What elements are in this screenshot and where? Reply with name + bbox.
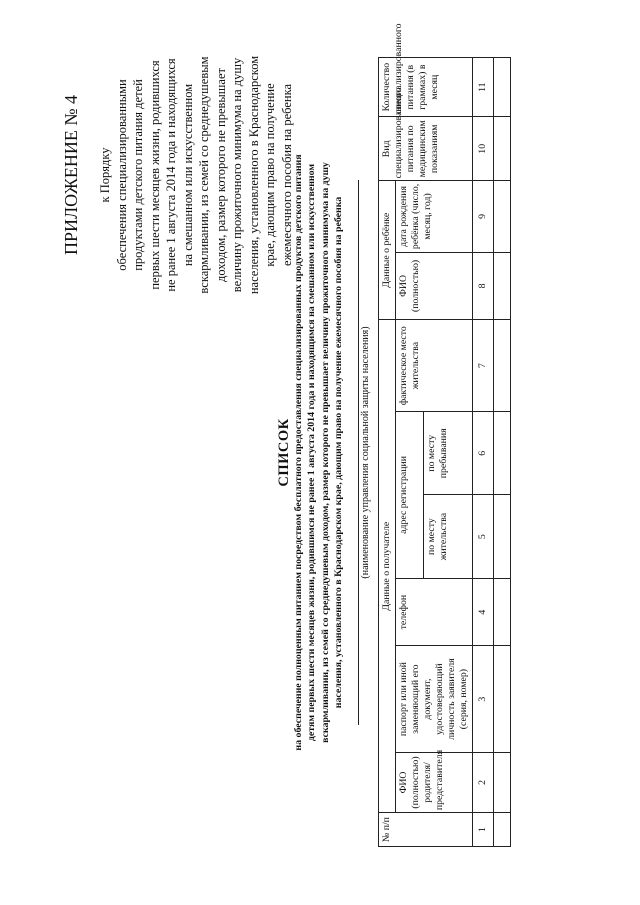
subtitle-line: детям первых шести месяцев жизни, родившимся не ранее 1 августа 2014 года и находящимся на смешанном или искусственном [306, 163, 318, 742]
empty-cell [493, 495, 510, 578]
header-child-fio: ФИО (полностью) [395, 252, 472, 320]
header-quantity: Количество специализированного питания (в граммах) в месяц [379, 58, 473, 117]
appendix-line: продуктами детского питания детей [131, 79, 146, 271]
column-number: 8 [472, 252, 493, 320]
header-residence: по месту жительства [424, 495, 472, 578]
appendix-block [60, 15, 295, 335]
subtitle-line: на обеспечение полноценным питанием посредством бесплатного предоставления специализированных продуктов детского питания [293, 154, 304, 751]
column-number: 10 [472, 117, 493, 181]
column-number: 6 [472, 412, 493, 495]
agency-caption: (наименование управления социальной защиты населения) [358, 180, 371, 725]
column-number: 4 [472, 578, 493, 646]
header-no: № п/п [379, 813, 473, 847]
list-subtitle [292, 50, 345, 855]
empty-cell [493, 813, 510, 847]
column-number-row [472, 58, 493, 847]
recipients-table [378, 23, 511, 847]
appendix-line: вскармливании, из семей со среднедушевым [197, 56, 212, 294]
empty-cell [493, 252, 510, 320]
header-phone: телефон [395, 578, 472, 646]
subtitle-line: населения, установленного в Краснодарском крае, дающим право на получение ежемесячного пособия на ребенка [333, 196, 345, 709]
header-child: Данные о ребёнке [379, 181, 396, 320]
header-fio-parent: ФИО (полностью) родителя/представителя [395, 752, 472, 812]
empty-cell [493, 181, 510, 252]
appendix-line: к Порядку [98, 147, 113, 203]
appendix-line: не ранее 1 августа 2014 года и находящихся [164, 58, 179, 292]
header-food-type: Вид специализированного питания по медицинским показаниям [379, 117, 473, 181]
column-number: 5 [472, 495, 493, 578]
column-number: 1 [472, 813, 493, 847]
list-title: СПИСОК [276, 418, 292, 487]
column-number: 7 [472, 320, 493, 412]
subtitle-line: вскармливании, из семей со среднедушевым доходом, размер которого не превышает величину прожиточного минимума на душу [319, 162, 331, 743]
empty-cell [493, 646, 510, 752]
empty-cell [493, 578, 510, 646]
header-passport: паспорт или иной заменяющий его документ, удостоверяющий личность заявителя (серия, номер) [395, 646, 472, 752]
appendix-line: обеспечения специализированными [114, 79, 129, 271]
empty-cell [493, 412, 510, 495]
appendix-line: ежемесячного пособия на ребенка [279, 83, 294, 267]
column-number: 2 [472, 752, 493, 812]
appendix-line: на смешанном или искусственном [180, 83, 195, 267]
appendix-line: доходом, размер которого не превышает [213, 68, 228, 282]
empty-cell [493, 58, 510, 117]
header-stay: по месту пребывания [424, 412, 472, 495]
column-number: 9 [472, 181, 493, 252]
column-number: 11 [472, 58, 493, 117]
empty-cell [493, 117, 510, 181]
appendix-line: населения, установленного в Краснодарском [246, 55, 261, 295]
appendix-line: величину прожиточного минимума на душу [230, 57, 245, 293]
appendix-title: ПРИЛОЖЕНИЕ № 4 [61, 94, 81, 256]
column-number: 3 [472, 646, 493, 752]
header-actual-address: фактическое место жительства [395, 320, 472, 412]
empty-cell [493, 752, 510, 812]
empty-cell [493, 320, 510, 412]
header-child-birthdate: дата рождения ребёнка (число, месяц, год) [395, 181, 472, 252]
empty-table-row [493, 58, 510, 847]
appendix-line: первых шести месяцев жизни, родившихся [147, 60, 162, 290]
header-reg-address: адрес регистрации [395, 412, 423, 579]
appendix-line: крае, дающим право на получение [263, 83, 278, 267]
header-recipient: Данные о получателе [379, 320, 396, 813]
